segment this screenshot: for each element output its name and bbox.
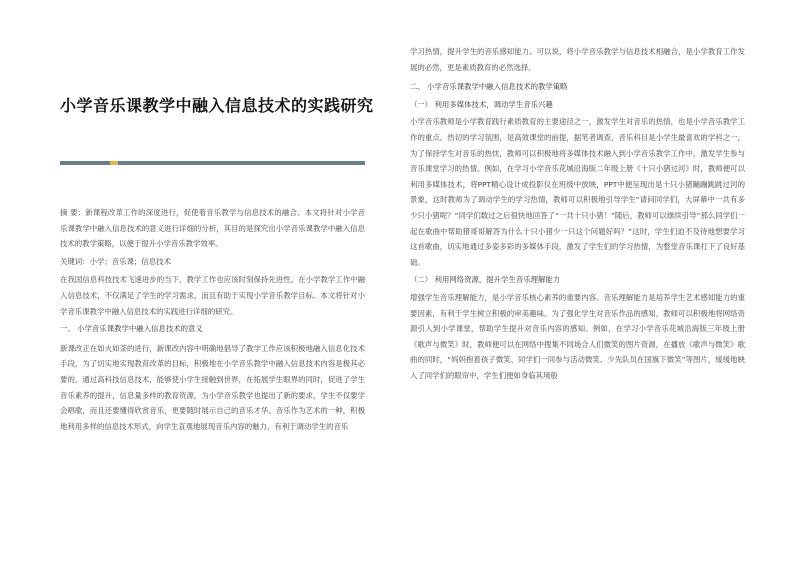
keywords: 关键词：小学；音乐课；信息技术: [60, 256, 171, 266]
subsection-2-body: 增强学生音乐理解能力，是小学音乐核心素养的重要内容。音乐理解能力是培养学生艺术感知能力的重要因素，有利于学生树立积极的审美趣味。为了强化学生对音乐作品的感知，教师可以积极地将网络资源引入到小学课堂，帮助学生提升对音乐内容的感知。例如，在学习小学音乐花城沿海版三年级上册《歌声与微笑》时，教师便可以在网络中搜集不同场合人们微笑的图片资源，在播放《歌声与微笑》歌曲的同时，“妈妈抱着孩子微笑、同学们一同参与活动微笑、少先队员在国旗下微笑”等图片，缓缓地映入了同学们的眼帘中，学生们便如身临其境般: [410, 292, 745, 380]
intro-paragraph: 在我国信息科技技术飞速进步的当下，教学工作也应该时刻保持先进性。在小学教学工作中融入信息技术，不仅满足了学生的学习需求，而且有助于实现小学音乐教学目标。本文将针对小学音乐课教学中融入信息技术的实践进行详细的研究。: [60, 275, 365, 316]
continued-paragraph: 学习热情，提升学生的音乐感知能力。可以说，将小学音乐教学与信息技术相融合，是小学教育工作发展的必然，更是素质教育的必然选择。: [410, 47, 745, 72]
subsection-1-body: 小学音乐教师是小学教育践行素质教育的主要途径之一，激发学生对音乐的热情，也是小学音乐教学工作的重点。热切的学习氛围，是高效课堂的前提，据笔者调查，音乐科目是小学生最喜欢的学科之一，为了保持学生对音乐的热忱，教师可以积极地将多媒体技术融入到小学音乐教学工作中，激发学生参与音乐课堂学习的热情。例如，在学习小学音乐花城沿海版二年级上册《十只小猪过河》时，教师便可以利用多媒体技术，将PPT精心设计成投影仪在班级中放映，PPT中便呈现出是十只小猪蹦蹦跳跳过河的景象，这时教师为了调动学生的学习热情，教师可以积极地引导学生“请问同学们，大屏幕中一共有多少只小猪呢？”同学们数过之后很快地回答了“一共十只小猪！”随后，教师可以继续引导“那么同学们一起在歌曲中帮助猪哥哥解答为什么十只小猪少一只这个问题好吗？”这时，学生们迫不及待地想要学习这首歌曲，切实地通过多姿多彩的多媒体手段，激发了学生们的学习热情，为整堂音乐课打下了良好基础。: [410, 117, 745, 267]
left-column: [60, 205, 365, 434]
subsection-heading-2: （二） 利用网络资源，提升学生音乐理解能力: [410, 275, 561, 285]
section-heading-1: 一、 小学音乐课教学中融入信息技术的意义: [60, 324, 203, 334]
right-column: [410, 44, 745, 383]
title-divider: [60, 161, 365, 165]
subsection-heading-1: （一） 利用多媒体技术，调动学生音乐兴趣: [410, 99, 553, 109]
paper-title: 小学音乐课教学中融入信息技术的实践研究: [60, 96, 374, 115]
divider-accent: [110, 161, 118, 165]
section-heading-2: 二、 小学音乐课教学中融入信息技术的教学策略: [410, 82, 568, 92]
abstract: 摘 要：新课程改革工作的深度进行，促使着音乐教学与信息技术的融合。本文将针对小学音乐课教学中融入信息技术的意义进行详细的分析，其目的是探究出小学音乐课教学中融入信息技术的教学策略，以便于提升小学音乐教学效率。: [60, 208, 365, 249]
section-1-body: 新课改正在如火如荼的进行，新课改内容中明确地倡导了教学工作应该积极地融入信息化技术手段，为了切实地实现教育改革的目标，积极地在小学音乐教学中融入信息技术内容是极其必要的。通过高科技信息技术，能够使小学生接触到世界，在拓展学生眼界的同时，促进了学生音乐素养的提升，信息量多样的教育资源，为小学音乐教学也提出了新的要求，学生不仅要学会唱歌，而且还要懂得欣赏音乐，更要随时展示自己的音乐才华。音乐作为艺术的一种，积极地利用多样的信息技术形式，向学生直观地展现音乐内容的魅力，有利于调动学生的音乐: [60, 343, 365, 431]
